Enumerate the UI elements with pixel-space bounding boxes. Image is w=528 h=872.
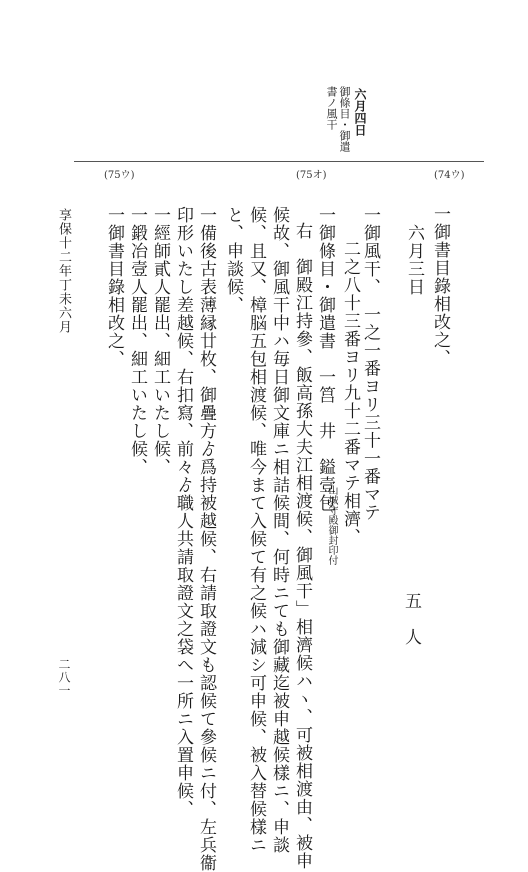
- marginal-note-2: 書ノ風干: [325, 86, 338, 130]
- entry-line-5a: 一御條目・御遣書 一筥 井 鎰壹包: [315, 206, 335, 512]
- entry-line-4a: 一御風干、 一之一番ヨリ三十一番マテ: [360, 206, 380, 522]
- folio-right: (74ウ): [434, 170, 465, 181]
- date-heading: 六月四日: [353, 88, 367, 136]
- folio-middle: (75オ): [296, 170, 327, 181]
- marginal-note-1: 御條目・御遣: [338, 86, 351, 152]
- entry-line-7: 候故、御風干中ハ毎日御文庫ニ相詰候間、何時ニても御藏迄被申越候樣ニ、申談: [269, 206, 289, 854]
- entry-line-10: 一備後古表薄縁廿枚、御疊方ゟ爲持被越候、右請取證文も認候て參候ニ付、左兵衞: [196, 206, 216, 872]
- entry-line-11: 印形いたし差越候、右扣寫、前々ゟ職人共請取證文之袋へ一所ニ入置申候、: [173, 206, 193, 818]
- entry-line-9: と、申談候、: [223, 206, 243, 314]
- entry-line-12: 一經師貳人罷出、細工いたし候、: [150, 206, 170, 476]
- entry-line-13: 一鍛冶壹人罷出、細工いたし候、: [127, 206, 147, 476]
- entry-line-14: 一御書目錄相改之、: [104, 206, 124, 368]
- era-date: 享保十二年丁未六月: [56, 208, 71, 334]
- entry-line-1: 一御書目錄相改之、: [430, 205, 450, 367]
- page-number: 二八一: [57, 658, 71, 697]
- header-divider: [74, 161, 484, 162]
- entry-line-5b: 山城守殿御封印付: [326, 485, 337, 565]
- entry-signatory: 五 人: [401, 592, 421, 646]
- entry-line-8: 候、且又、樟脳五包相渡候、唯今まて入候て有之候ハ減シ可申候、被入替候樣ニ: [246, 206, 266, 854]
- folio-left: (75ウ): [104, 170, 135, 181]
- entry-line-6: 右 御殿江持參、飯高孫大夫江相渡候、御風干」相濟候ハヽ、可被相渡由、被申: [292, 222, 312, 870]
- entry-line-4b: 二之八十三番ヨリ九十二番マテ相濟、: [340, 240, 360, 546]
- entry-date: 六月三日: [404, 224, 424, 296]
